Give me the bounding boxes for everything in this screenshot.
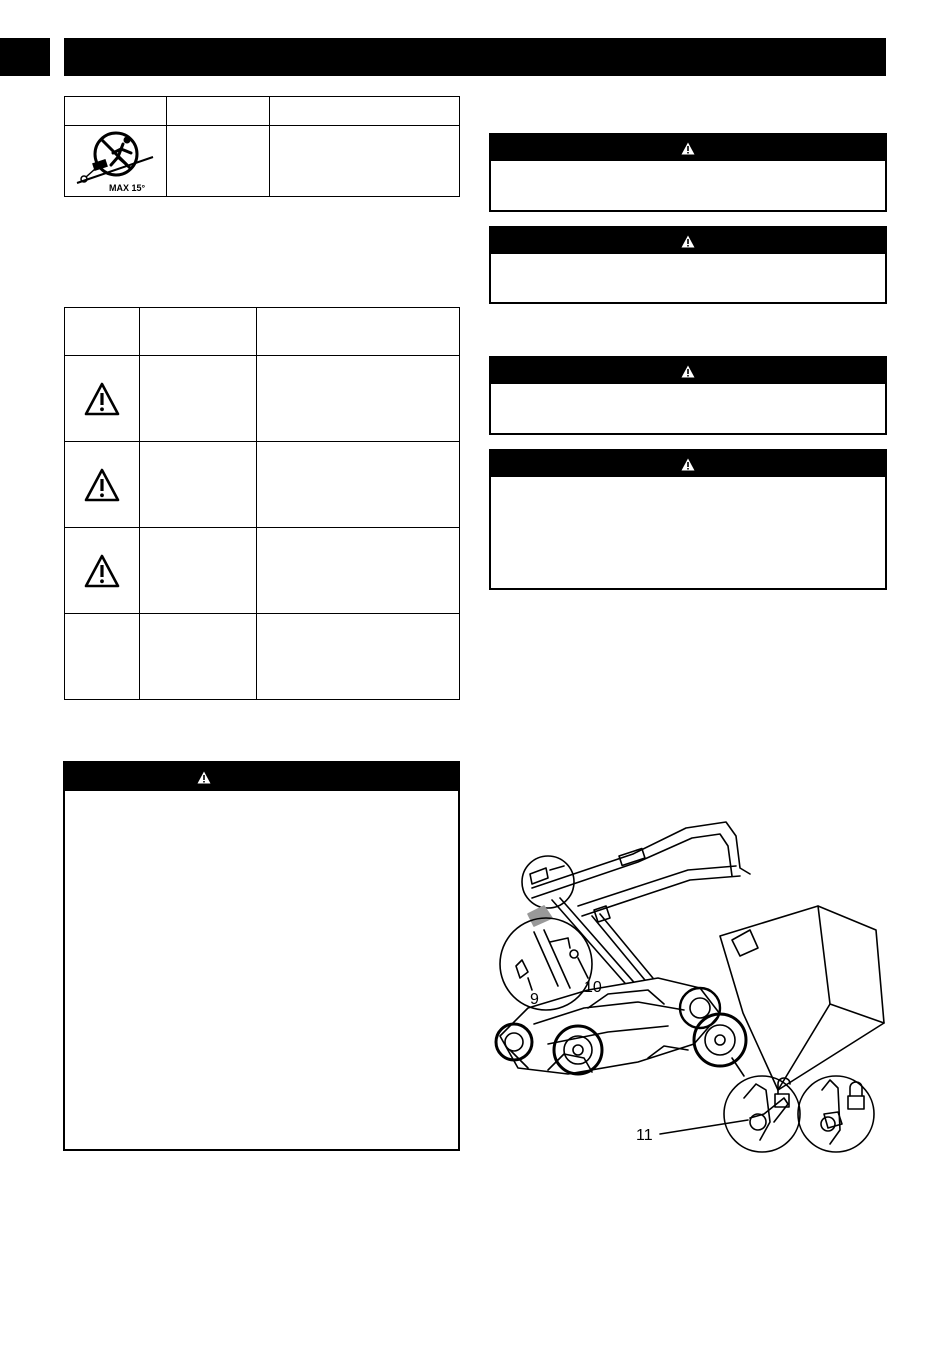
symbol-cell [65,356,140,442]
table-header-row [65,308,460,356]
signal-words-table [64,307,460,700]
warning-box-header [491,228,885,254]
warning-triangle-icon [681,142,695,155]
table-header-cell [167,97,270,126]
symbol-cell [65,126,167,197]
no-slope-mowing-icon [71,127,161,193]
callout-label: 9 [530,991,539,1008]
mower-handle-assembly-figure [488,818,888,1158]
symbols-table [64,96,460,197]
table-row [65,126,460,197]
table-header-cell [65,308,140,356]
warning-triangle-icon [83,381,121,417]
warning-box-header [491,451,885,477]
warning-box [489,449,887,590]
callout-label: 10 [584,979,602,996]
warning-triangle-icon [83,553,121,589]
page-section-tab [0,38,50,76]
table-cell [140,528,257,614]
warning-box [489,356,887,435]
warning-triangle-icon [681,235,695,248]
table-row [65,528,460,614]
table-cell [257,614,460,700]
table-row [65,614,460,700]
table-header-cell [65,97,167,126]
symbol-cell [65,528,140,614]
table-cell [140,614,257,700]
warning-box-header [491,358,885,384]
table-header-row [65,97,460,126]
warning-box [489,133,887,212]
warning-box [489,226,887,304]
table-cell [257,528,460,614]
table-cell [140,356,257,442]
symbol-cell [65,442,140,528]
symbol-cell [65,614,140,700]
table-row [65,442,460,528]
table-cell [270,126,460,197]
table-cell [257,356,460,442]
table-row [65,356,460,442]
warning-box-header [491,135,885,161]
section-header-bar [64,38,886,76]
max-slope-badge: MAX 15° [108,182,145,193]
table-header-cell [257,308,460,356]
callout-label: 11 [636,1127,653,1144]
warning-box [63,761,460,1151]
table-cell [140,442,257,528]
warning-triangle-icon [681,458,695,471]
warning-triangle-icon [83,467,121,503]
table-cell [167,126,270,197]
warning-triangle-icon [197,771,211,784]
table-header-cell [140,308,257,356]
table-cell [257,442,460,528]
warning-triangle-icon [681,365,695,378]
table-header-cell [270,97,460,126]
warning-box-header [65,763,458,791]
